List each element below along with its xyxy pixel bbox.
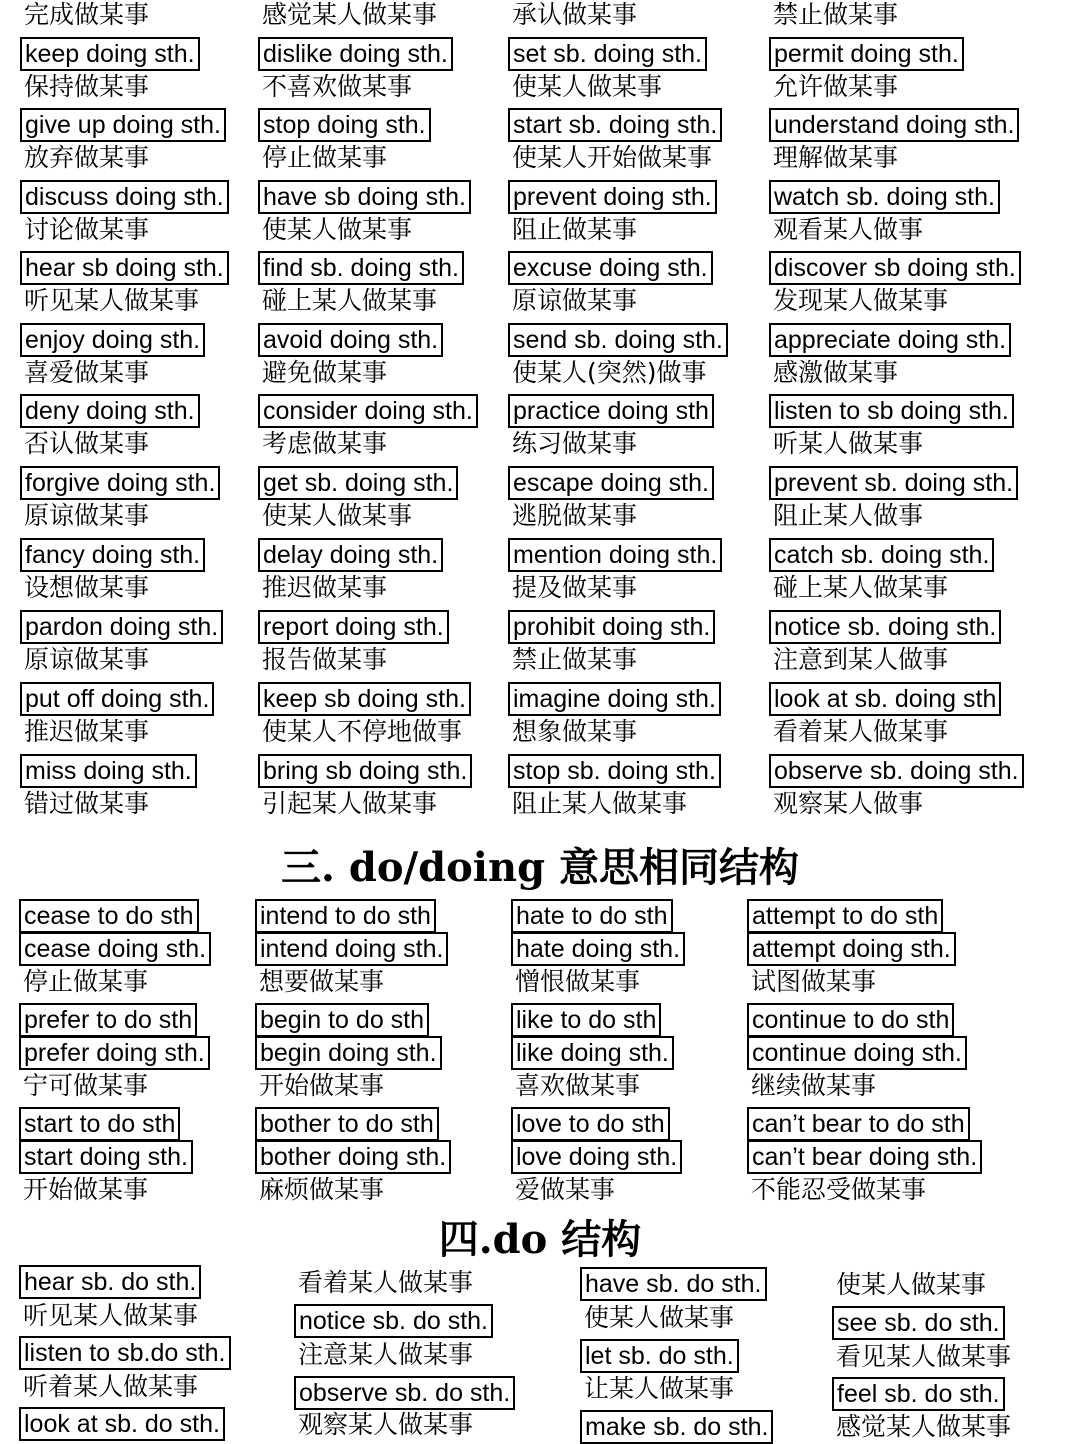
meaning-text: 报告做某事 (262, 645, 388, 674)
phrase-box: practice doing sth (508, 394, 714, 428)
phrase-box: send sb. doing sth. (508, 323, 728, 357)
meaning-text: 阻止做某事 (512, 215, 638, 244)
meaning-text: 停止做某事 (23, 967, 149, 996)
meaning-text: 保持做某事 (24, 72, 150, 101)
meaning-text: 否认做某事 (24, 429, 150, 458)
meaning-text: 发现某人做某事 (773, 286, 949, 315)
meaning-text: 使某人(突然)做事 (512, 358, 707, 387)
meaning-text: 原谅做某事 (512, 286, 638, 315)
meaning-text: 感觉某人做某事 (262, 0, 438, 29)
phrase-box: pardon doing sth. (20, 610, 223, 644)
phrase-box: see sb. do sth. (832, 1306, 1005, 1340)
phrase-box: bring sb doing sth. (258, 754, 472, 788)
phrase-box: love to do sth (511, 1107, 670, 1141)
meaning-text: 观察某人做事 (773, 789, 924, 818)
meaning-text: 使某人开始做某事 (512, 143, 713, 172)
meaning-text: 听着某人做某事 (23, 1372, 199, 1401)
phrase-box: understand doing sth. (769, 108, 1019, 142)
meaning-text: 喜爱做某事 (24, 358, 150, 387)
phrase-box: like doing sth. (511, 1036, 674, 1070)
meaning-text: 听见某人做某事 (24, 286, 200, 315)
meaning-text: 试图做某事 (751, 967, 877, 996)
phrase-box: begin doing sth. (255, 1036, 442, 1070)
phrase-box: begin to do sth (255, 1003, 429, 1037)
phrase-box: avoid doing sth. (258, 323, 443, 357)
phrase-box: imagine doing sth. (508, 682, 721, 716)
phrase-box: look at sb. do sth. (19, 1407, 225, 1441)
phrase-box: look at sb. doing sth (769, 682, 1001, 716)
meaning-text: 使某人做某事 (512, 72, 663, 101)
phrase-box: have sb doing sth. (258, 180, 471, 214)
meaning-text: 练习做某事 (512, 429, 638, 458)
phrase-box: hate doing sth. (511, 932, 685, 966)
phrase-box: keep doing sth. (20, 37, 200, 71)
meaning-text: 想要做某事 (259, 967, 385, 996)
meaning-text: 原谅做某事 (24, 501, 150, 530)
meaning-text: 完成做某事 (24, 0, 150, 29)
meaning-text: 不能忍受做某事 (751, 1175, 927, 1204)
phrase-box: keep sb doing sth. (258, 682, 471, 716)
phrase-box: discover sb doing sth. (769, 251, 1021, 285)
phrase-box: delay doing sth. (258, 538, 443, 572)
phrase-box: stop sb. doing sth. (508, 754, 721, 788)
phrase-box: prevent doing sth. (508, 180, 717, 214)
meaning-text: 引起某人做某事 (262, 789, 438, 818)
phrase-box: observe sb. do sth. (294, 1376, 515, 1410)
meaning-text: 错过做某事 (24, 789, 150, 818)
phrase-box: intend doing sth. (255, 932, 448, 966)
phrase-box: consider doing sth. (258, 394, 478, 428)
meaning-text: 考虑做某事 (262, 429, 388, 458)
meaning-text: 看着某人做某事 (298, 1268, 474, 1297)
meaning-text: 开始做某事 (23, 1175, 149, 1204)
phrase-box: permit doing sth. (769, 37, 964, 71)
phrase-box: make sb. do sth. (580, 1410, 773, 1444)
phrase-box: enjoy doing sth. (20, 323, 205, 357)
phrase-box: start doing sth. (19, 1140, 193, 1174)
phrase-box: bother to do sth (255, 1107, 439, 1141)
phrase-box: deny doing sth. (20, 394, 200, 428)
meaning-text: 使某人做某事 (262, 215, 413, 244)
meaning-text: 麻烦做某事 (259, 1175, 385, 1204)
phrase-box: love doing sth. (511, 1140, 682, 1174)
meaning-text: 继续做某事 (751, 1071, 877, 1100)
phrase-box: intend to do sth (255, 899, 436, 933)
meaning-text: 感激做某事 (773, 358, 899, 387)
phrase-box: let sb. do sth. (580, 1339, 739, 1373)
meaning-text: 允许做某事 (773, 72, 899, 101)
meaning-text: 使某人做某事 (836, 1270, 987, 1299)
phrase-box: cease to do sth (19, 899, 199, 933)
phrase-box: hear sb doing sth. (20, 251, 229, 285)
meaning-text: 不喜欢做某事 (262, 72, 413, 101)
meaning-text: 碰上某人做某事 (262, 286, 438, 315)
phrase-box: appreciate doing sth. (769, 323, 1011, 357)
phrase-box: observe sb. doing sth. (769, 754, 1024, 788)
phrase-box: stop doing sth. (258, 108, 431, 142)
phrase-box: notice sb. doing sth. (769, 610, 1001, 644)
meaning-text: 碰上某人做某事 (773, 573, 949, 602)
phrase-box: feel sb. do sth. (832, 1377, 1005, 1411)
meaning-text: 禁止做某事 (773, 0, 899, 29)
meaning-text: 宁可做某事 (23, 1071, 149, 1100)
phrase-box: prefer doing sth. (19, 1036, 210, 1070)
meaning-text: 使某人做某事 (584, 1303, 735, 1332)
meaning-text: 阻止某人做某事 (512, 789, 688, 818)
meaning-text: 使某人不停地做事 (262, 717, 463, 746)
meaning-text: 喜欢做某事 (515, 1071, 641, 1100)
meaning-text: 推迟做某事 (262, 573, 388, 602)
meaning-text: 提及做某事 (512, 573, 638, 602)
phrase-box: get sb. doing sth. (258, 466, 458, 500)
phrase-box: hear sb. do sth. (19, 1265, 201, 1299)
phrase-box: prevent sb. doing sth. (769, 466, 1018, 500)
meaning-text: 讨论做某事 (24, 215, 150, 244)
meaning-text: 承认做某事 (512, 0, 638, 29)
meaning-text: 理解做某事 (773, 143, 899, 172)
phrase-box: bother doing sth. (255, 1140, 451, 1174)
phrase-box: attempt doing sth. (747, 932, 956, 966)
phrase-box: dislike doing sth. (258, 37, 453, 71)
meaning-text: 注意某人做某事 (298, 1340, 474, 1369)
meaning-text: 看着某人做某事 (773, 717, 949, 746)
phrase-box: catch sb. doing sth. (769, 538, 994, 572)
meaning-text: 停止做某事 (262, 143, 388, 172)
phrase-box: hate to do sth (511, 899, 673, 933)
phrase-box: prohibit doing sth. (508, 610, 715, 644)
phrase-box: continue to do sth (747, 1003, 954, 1037)
meaning-text: 原谅做某事 (24, 645, 150, 674)
phrase-box: give up doing sth. (20, 108, 226, 142)
phrase-box: listen to sb doing sth. (769, 394, 1014, 428)
phrase-box: escape doing sth. (508, 466, 714, 500)
meaning-text: 听某人做某事 (773, 429, 924, 458)
phrase-box: notice sb. do sth. (294, 1304, 493, 1338)
meaning-text: 想象做某事 (512, 717, 638, 746)
meaning-text: 逃脱做某事 (512, 501, 638, 530)
phrase-box: have sb. do sth. (580, 1267, 767, 1301)
meaning-text: 阻止某人做事 (773, 501, 924, 530)
meaning-text: 感觉某人做某事 (836, 1412, 1012, 1441)
meaning-text: 放弃做某事 (24, 143, 150, 172)
phrase-box: miss doing sth. (20, 754, 197, 788)
meaning-text: 听见某人做某事 (23, 1301, 199, 1330)
meaning-text: 憎恨做某事 (515, 967, 641, 996)
section-heading-3: 三. do/doing 意思相同结构 (281, 844, 799, 891)
phrase-box: discuss doing sth. (20, 180, 229, 214)
meaning-text: 看见某人做某事 (836, 1342, 1012, 1371)
phrase-box: can’t bear doing sth. (747, 1140, 982, 1174)
section-heading-4: 四.do 结构 (438, 1216, 642, 1263)
meaning-text: 爱做某事 (515, 1175, 616, 1204)
meaning-text: 观看某人做事 (773, 215, 924, 244)
phrase-box: listen to sb.do sth. (19, 1336, 231, 1370)
phrase-box: mention doing sth. (508, 538, 722, 572)
phrase-box: forgive doing sth. (20, 466, 220, 500)
phrase-box: like to do sth (511, 1003, 661, 1037)
phrase-box: prefer to do sth (19, 1003, 197, 1037)
phrase-box: start to do sth (19, 1107, 180, 1141)
phrase-box: attempt to do sth (747, 899, 943, 933)
meaning-text: 推迟做某事 (24, 717, 150, 746)
meaning-text: 避免做某事 (262, 358, 388, 387)
phrase-box: excuse doing sth. (508, 251, 713, 285)
meaning-text: 让某人做某事 (584, 1374, 735, 1403)
meaning-text: 注意到某人做事 (773, 645, 949, 674)
meaning-text: 使某人做某事 (262, 501, 413, 530)
meaning-text: 禁止做某事 (512, 645, 638, 674)
phrase-box: put off doing sth. (20, 682, 214, 716)
phrase-box: can’t bear to do sth (747, 1107, 970, 1141)
phrase-box: start sb. doing sth. (508, 108, 722, 142)
phrase-box: report doing sth. (258, 610, 449, 644)
phrase-box: find sb. doing sth. (258, 251, 464, 285)
meaning-text: 观察某人做某事 (298, 1410, 474, 1439)
phrase-box: watch sb. doing sth. (769, 180, 1000, 214)
phrase-box: cease doing sth. (19, 932, 211, 966)
phrase-box: fancy doing sth. (20, 538, 205, 572)
phrase-box: continue doing sth. (747, 1036, 967, 1070)
meaning-text: 开始做某事 (259, 1071, 385, 1100)
meaning-text: 设想做某事 (24, 573, 150, 602)
phrase-box: set sb. doing sth. (508, 37, 707, 71)
